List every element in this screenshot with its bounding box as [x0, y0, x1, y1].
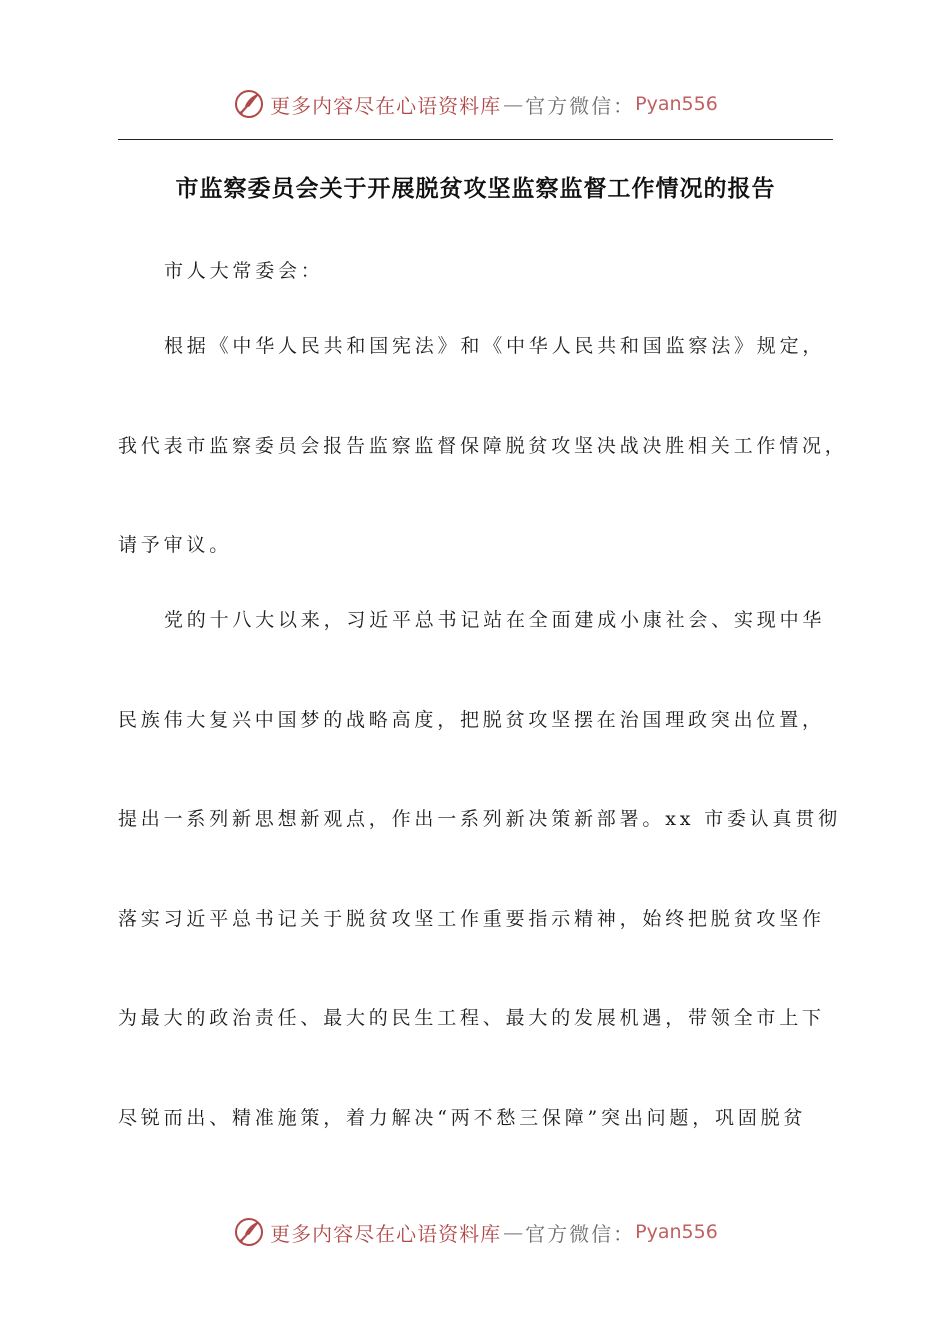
- paragraph-line: 提出一系列新思想新观点，作出一系列新决策新部署。xx 市委认真贯彻: [118, 808, 841, 830]
- paragraph-line: 落实习近平总书记关于脱贫攻坚工作重要指示精神，始终把脱贫攻坚作: [118, 908, 825, 930]
- footer-banner: [0, 1212, 950, 1252]
- banner-main-text: 更多内容尽在心语资料库: [270, 93, 502, 118]
- header-rule: [118, 139, 833, 140]
- paragraph-line: 根据《中华人民共和国宪法》和《中华人民共和国监察法》规定，: [164, 335, 826, 357]
- banner-wechat-label: 官方微信：: [525, 93, 636, 118]
- banner-main-text: 更多内容尽在心语资料库: [270, 1221, 502, 1246]
- banner-wechat-id: Pyan556: [635, 93, 718, 115]
- paragraph-line: 党的十八大以来，习近平总书记站在全面建成小康社会、实现中华: [164, 609, 826, 631]
- banner-dash: —: [503, 1220, 524, 1244]
- paragraph-line: 为最大的政治责任、最大的民生工程、最大的发展机遇，带领全市上下: [118, 1007, 825, 1029]
- header-banner: [0, 84, 950, 124]
- paragraph-line: 尽锐而出、精准施策，着力解决“两不愁三保障”突出问题，巩固脱贫: [118, 1107, 807, 1129]
- salutation: 市人大常委会：: [164, 260, 324, 282]
- banner-wechat-label: 官方微信：: [525, 1221, 636, 1246]
- paragraph-line: 民族伟大复兴中国梦的战略高度，把脱贫攻坚摆在治国理政突出位置，: [118, 709, 825, 731]
- paragraph-line: 请予审议。: [118, 534, 233, 556]
- quill-logo-icon: [232, 87, 266, 121]
- quill-logo-icon: [232, 1215, 266, 1249]
- document-title: 市监察委员会关于开展脱贫攻坚监察监督工作情况的报告: [175, 175, 776, 202]
- paragraph-line: 我代表市监察委员会报告监察监督保障脱贫攻坚决战决胜相关工作情况，: [118, 435, 848, 457]
- banner-dash: —: [503, 92, 524, 116]
- banner-wechat-id: Pyan556: [635, 1221, 718, 1243]
